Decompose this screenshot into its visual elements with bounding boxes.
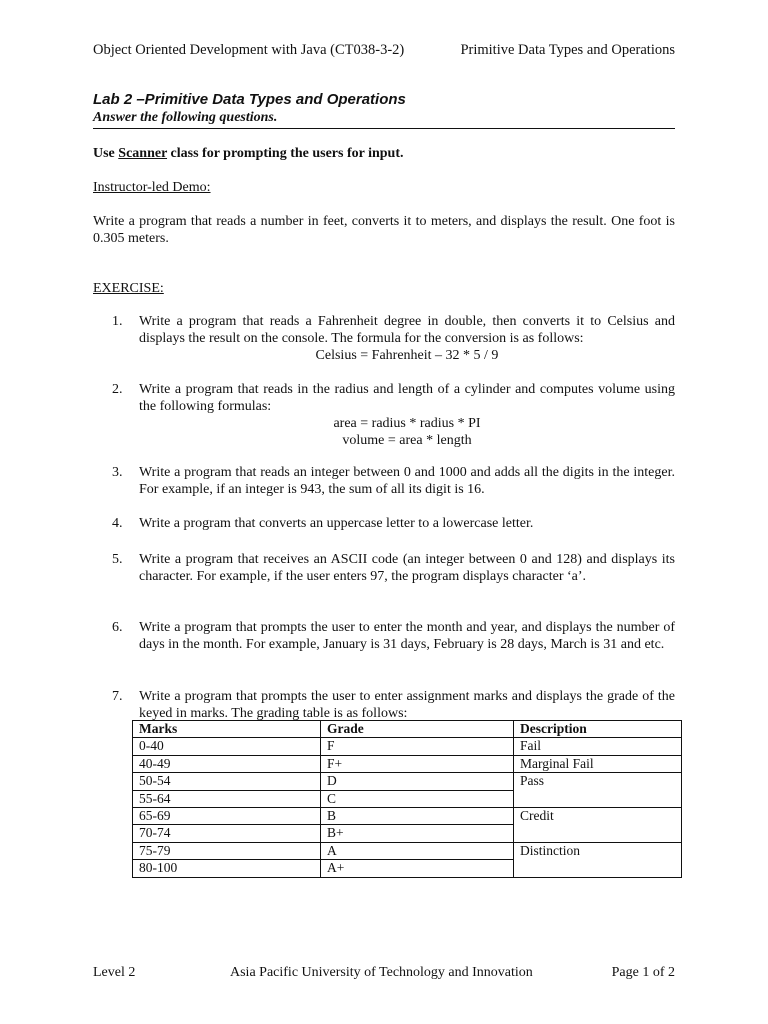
- table-header-row: [133, 721, 682, 738]
- exercise-item-4: [112, 515, 675, 532]
- formula-area: area = radius * radius * PI: [333, 416, 481, 431]
- scanner-note: [93, 145, 675, 162]
- grade-cell: A: [321, 842, 514, 859]
- marks-cell: 75-79: [133, 842, 321, 859]
- scanner-class-name: Scanner: [118, 146, 168, 161]
- table-row: [133, 807, 682, 824]
- exercise-item-2: [112, 381, 675, 449]
- header-course: Object Oriented Development with Java (CT038-3-2): [93, 42, 405, 58]
- lab-title: Lab 2 –Primitive Data Types and Operations: [93, 91, 406, 108]
- item-number: 5.: [112, 552, 123, 567]
- item-text: Write a program that reads a Fahrenheit degree in double, then converts it to Celsius and displays the result on the console. The formula for the conversion is as follows:: [139, 314, 675, 346]
- description-cell: Credit: [514, 807, 682, 842]
- exercise-item-3: [112, 464, 675, 498]
- marks-cell: 65-69: [133, 807, 321, 824]
- title-block: [93, 90, 675, 129]
- exercise-heading: EXERCISE:: [93, 281, 164, 296]
- item-number: 4.: [112, 516, 123, 531]
- grade-cell: B+: [321, 825, 514, 842]
- scanner-note-prefix: Use: [93, 146, 119, 161]
- grade-cell: F+: [321, 755, 514, 772]
- description-cell: Distinction: [514, 842, 682, 877]
- grading-table: [132, 720, 682, 878]
- item-number: 7.: [112, 689, 123, 704]
- header-topic: Primitive Data Types and Operations: [460, 42, 675, 58]
- exercise-item-7: [112, 688, 675, 722]
- marks-cell: 80-100: [133, 860, 321, 877]
- lab-subtitle: Answer the following questions.: [93, 110, 278, 125]
- table-row: [133, 738, 682, 755]
- table-row: [133, 842, 682, 859]
- grade-cell: F: [321, 738, 514, 755]
- exercise-item-1: [112, 313, 675, 364]
- item-text: Write a program that prompts the user to enter the month and year, and displays the number of days in the month. For example, January is 31 days, February is 28 days, March is 31 and etc.: [139, 620, 675, 652]
- item-text: Write a program that receives an ASCII code (an integer between 0 and 128) and displays its character. For example, if the user enters 97, the program displays character ‘a’.: [139, 552, 675, 584]
- item-text: Write a program that reads in the radius and length of a cylinder and computes volume using the following formulas:: [139, 382, 675, 414]
- footer-institution: Asia Pacific University of Technology and Innovation: [230, 965, 533, 980]
- item-number: 3.: [112, 465, 123, 480]
- item-number: 1.: [112, 314, 123, 329]
- marks-cell: 50-54: [133, 773, 321, 790]
- item-number: 6.: [112, 620, 123, 635]
- marks-cell: 40-49: [133, 755, 321, 772]
- grade-cell: B: [321, 807, 514, 824]
- marks-cell: 55-64: [133, 790, 321, 807]
- table-row: [133, 773, 682, 790]
- description-cell: Fail: [514, 738, 682, 755]
- grade-cell: D: [321, 773, 514, 790]
- marks-cell: 70-74: [133, 825, 321, 842]
- formula-celsius: Celsius = Fahrenheit – 32 * 5 / 9: [315, 348, 499, 363]
- table-row: [133, 755, 682, 772]
- grade-cell: C: [321, 790, 514, 807]
- item-text: Write a program that prompts the user to enter assignment marks and displays the grade of the keyed in marks. The grading table is as follows:: [139, 689, 675, 721]
- grade-cell: A+: [321, 860, 514, 877]
- exercise-item-6: [112, 619, 675, 653]
- marks-cell: 0-40: [133, 738, 321, 755]
- description-cell: Marginal Fail: [514, 755, 682, 772]
- description-cell: Pass: [514, 773, 682, 808]
- exercise-item-5: [112, 551, 675, 585]
- item-text: Write a program that reads an integer between 0 and 1000 and adds all the digits in the integer. For example, if an integer is 943, the sum of all its digit is 16.: [139, 465, 675, 497]
- header-marks: Marks: [133, 721, 321, 738]
- demo-heading: Instructor-led Demo:: [93, 180, 211, 195]
- footer-page-number: Page 1 of 2: [611, 965, 675, 980]
- item-text: Write a program that converts an uppercase letter to a lowercase letter.: [139, 516, 534, 531]
- formula-volume: volume = area * length: [342, 433, 472, 448]
- header-description: Description: [514, 721, 682, 738]
- scanner-note-suffix: class for prompting the users for input.: [167, 146, 404, 161]
- footer-level: Level 2: [93, 965, 136, 980]
- item-number: 2.: [112, 382, 123, 397]
- header-grade: Grade: [321, 721, 514, 738]
- demo-text: Write a program that reads a number in feet, converts it to meters, and displays the result. One foot is 0.305 meters.: [93, 214, 675, 246]
